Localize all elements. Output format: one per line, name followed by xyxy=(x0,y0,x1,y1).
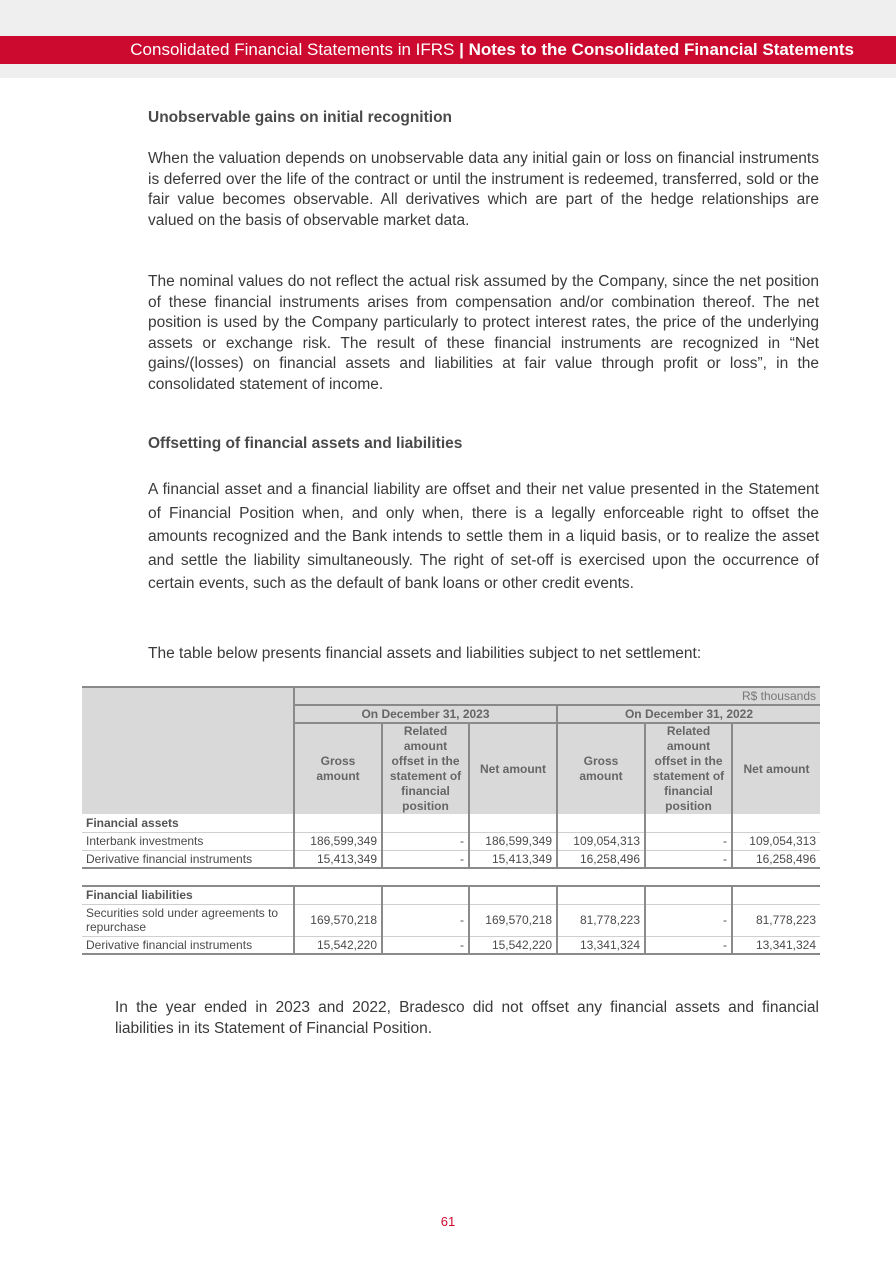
assets-section-label: Financial assets xyxy=(82,814,294,832)
cell-net-2022: 16,258,496 xyxy=(732,850,820,868)
header-banner xyxy=(0,36,896,64)
table-row xyxy=(82,936,820,954)
row-label: Securities sold under agreements to repurchase xyxy=(82,904,294,936)
cell-related-2023: - xyxy=(382,904,469,936)
header-underband xyxy=(0,64,896,78)
header-separator: | xyxy=(459,40,464,59)
col-net-2023: Net amount xyxy=(469,723,557,814)
page-number: 61 xyxy=(440,1214,456,1229)
cell-net-2022: 13,341,324 xyxy=(732,936,820,954)
cell-gross-2022: 16,258,496 xyxy=(557,850,645,868)
table-row xyxy=(82,904,820,936)
cell-net-2023: 15,413,349 xyxy=(469,850,557,868)
header-left-title: Consolidated Financial Statements in IFRS xyxy=(130,40,455,59)
cell-related-2022: - xyxy=(645,904,732,936)
row-label: Derivative financial instruments xyxy=(82,850,294,868)
cell-gross-2022: 109,054,313 xyxy=(557,832,645,850)
cell-related-2023: - xyxy=(382,850,469,868)
cell-gross-2023: 169,570,218 xyxy=(294,904,382,936)
cell-net-2023: 15,542,220 xyxy=(469,936,557,954)
section-title-unobservable-gains: Unobservable gains on initial recognition xyxy=(148,109,453,126)
paragraph-valuation: When the valuation depends on unobservable data any initial gain or loss on financial instruments is deferred over the life of the contract or until the instrument is redeemed, transferred, sold or the fair value becomes observable. All derivatives which are part of the hedge relationships are valued on the basis of observable market data. xyxy=(148,150,819,229)
cell-net-2022: 81,778,223 xyxy=(732,904,820,936)
cell-related-2022: - xyxy=(645,936,732,954)
cell-net-2023: 169,570,218 xyxy=(469,904,557,936)
cell-net-2023: 186,599,349 xyxy=(469,832,557,850)
row-label: Interbank investments xyxy=(82,832,294,850)
cell-gross-2023: 15,542,220 xyxy=(294,936,382,954)
paragraph-closing: In the year ended in 2023 and 2022, Bradesco did not offset any financial assets and financial liabilities in its Statement of Financial Position. xyxy=(115,999,819,1037)
cell-related-2023: - xyxy=(382,832,469,850)
table-row xyxy=(82,850,820,868)
cell-related-2022: - xyxy=(645,832,732,850)
cell-gross-2022: 13,341,324 xyxy=(557,936,645,954)
col-related-2023: Related amount offset in the statement of financial position xyxy=(382,723,469,814)
cell-gross-2023: 15,413,349 xyxy=(294,850,382,868)
col-gross-2023: Gross amount xyxy=(294,723,382,814)
col-related-2022: Related amount offset in the statement of financial position xyxy=(645,723,732,814)
top-margin xyxy=(0,0,896,36)
table-units: R$ thousands xyxy=(294,687,820,705)
period-header-2022: On December 31, 2022 xyxy=(557,705,820,723)
cell-related-2023: - xyxy=(382,936,469,954)
cell-gross-2023: 186,599,349 xyxy=(294,832,382,850)
liabilities-section-label: Financial liabilities xyxy=(82,886,294,904)
paragraph-table-intro: The table below presents financial assets and liabilities subject to net settlement: xyxy=(148,645,702,662)
row-label: Derivative financial instruments xyxy=(82,936,294,954)
table-row xyxy=(82,832,820,850)
col-net-2022: Net amount xyxy=(732,723,820,814)
cell-gross-2022: 81,778,223 xyxy=(557,904,645,936)
paragraph-nominal-values: The nominal values do not reflect the actual risk assumed by the Company, since the net position of these financial instruments arises from compensation and/or combination thereof. The net position is used by the Company particularly to protect interest rates, the price of the underlying assets or exchange risk. The result of these financial instruments are recognized in “Net gains/(losses) on financial assets and liabilities at fair value through profit or loss”, in the consolidated statement of income. xyxy=(148,273,819,393)
table-corner xyxy=(82,687,294,814)
paragraph-offset-definition: A financial asset and a financial liability are offset and their net value presented in the Statement of Financial Position when, and only when, there is a legally enforceable right to offset the amounts recognized and the Bank intends to settle them in a liquid basis, or to realize the asset and settle the liability simultaneously. The right of set-off is exercised upon the occurrence of certain events, such as the default of bank loans or other credit events. xyxy=(148,481,819,592)
header-right-title: Notes to the Consolidated Financial Statements xyxy=(468,40,854,59)
cell-related-2022: - xyxy=(645,850,732,868)
period-header-2023: On December 31, 2023 xyxy=(294,705,557,723)
cell-net-2022: 109,054,313 xyxy=(732,832,820,850)
section-title-offsetting: Offsetting of financial assets and liabilities xyxy=(148,435,463,452)
net-settlement-table xyxy=(82,686,820,955)
col-gross-2022: Gross amount xyxy=(557,723,645,814)
